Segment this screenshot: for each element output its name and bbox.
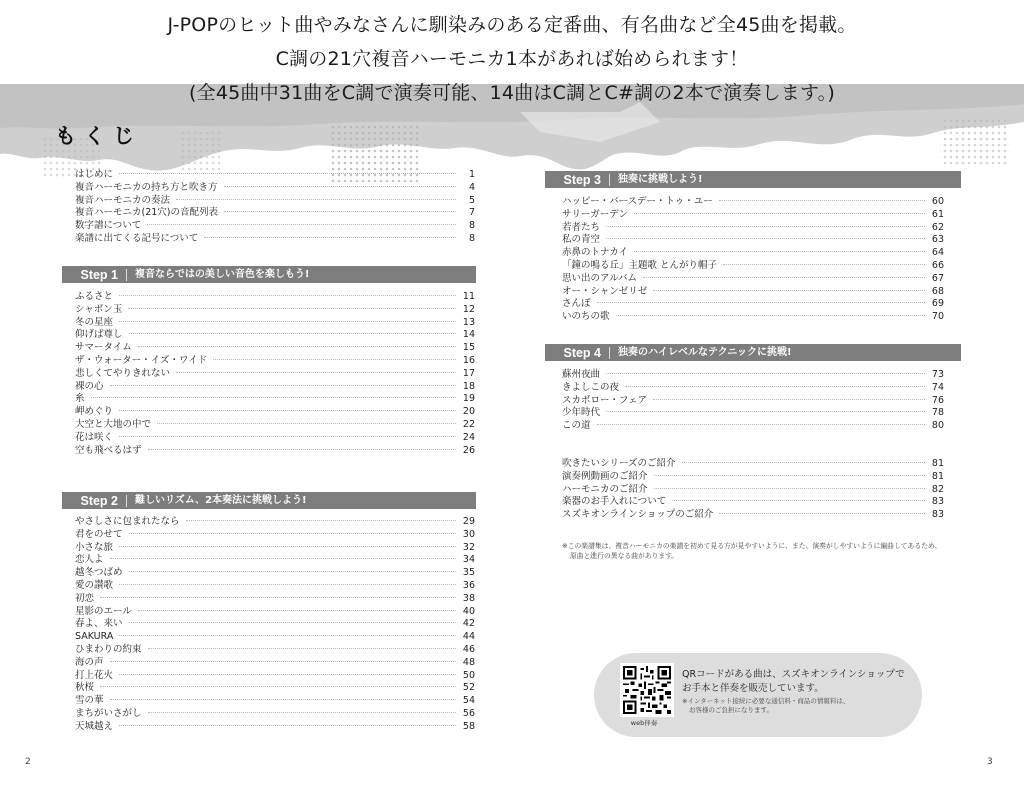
toc-entry-page: 73 <box>931 369 944 380</box>
toc-entry-page: 17 <box>462 367 475 379</box>
toc-entry[interactable] <box>562 420 944 433</box>
toc-entry-page: 69 <box>931 298 944 310</box>
toc-entry[interactable] <box>562 298 944 311</box>
toc-entry-title: スズキオンラインショップのご紹介 <box>562 509 714 521</box>
qr-note-line-2: お客様のご負担になります。 <box>689 706 773 714</box>
toc-entry-title: 楽譜に出てくる記号について <box>75 232 199 244</box>
toc-entry-title: 楽器のお手入れについて <box>562 496 667 508</box>
toc-entry-title: 雪の華 <box>75 695 104 707</box>
step-3-label: Step 3 <box>563 172 601 187</box>
dot-leader <box>634 213 925 214</box>
qr-code[interactable] <box>620 663 674 717</box>
toc-entry[interactable] <box>75 554 475 567</box>
toc-entry-title: 海の声 <box>75 656 104 668</box>
header-line-3: (全45曲中31曲をC調で演奏可能、14曲はC調とC#調の2本で演奏します。) <box>189 82 835 104</box>
dot-leader <box>176 372 456 373</box>
toc-entry-title: シャボン玉 <box>75 303 123 315</box>
toc-entry-title: 少年時代 <box>562 407 601 419</box>
toc-entry-title: サリーガーデン <box>562 208 629 220</box>
toc-entry-page: 34 <box>462 554 475 566</box>
toc-entry-title: さんぽ <box>562 298 591 310</box>
toc-entry[interactable] <box>75 355 475 368</box>
toc-entry[interactable] <box>75 393 475 406</box>
toc-entry[interactable] <box>75 317 475 330</box>
toc-entry-page: 42 <box>462 618 475 630</box>
dot-leader <box>119 321 456 322</box>
toc-entry-title: サマータイム <box>75 342 132 354</box>
toc-entry-page: 8 <box>468 220 475 232</box>
dot-leader <box>138 346 456 347</box>
toc-entry-title: 複音ハーモニカの持ち方と吹き方 <box>75 181 218 193</box>
step-2-title: 難しいリズム、2本奏法に挑戦しよう! <box>126 495 307 507</box>
toc-entry[interactable] <box>562 484 944 497</box>
toc-entry-title: 赤鼻のトナカイ <box>562 247 629 259</box>
header-line-1: J-POPのヒット曲やみなさんに馴染みのある定番曲、有名曲など全45曲を掲載。 <box>167 14 857 36</box>
toc-entry-page: 38 <box>462 592 475 604</box>
footnote-line-1: ※この楽譜集は、複音ハーモニカの楽譜を初めて見る方が見やすいように、また、演奏がしやすいように編曲してあるため、 <box>562 542 942 550</box>
toc-entry-page: 56 <box>462 707 475 719</box>
dot-leader <box>129 571 456 572</box>
toc-entry-page: 78 <box>931 407 944 419</box>
toc-entry-page: 80 <box>931 420 944 432</box>
toc-entry-page: 70 <box>931 311 944 323</box>
toc-entry[interactable] <box>562 286 944 299</box>
dot-leader <box>719 200 925 201</box>
step-1-header <box>62 266 476 283</box>
toc-entry-title: 蘇州夜曲 <box>562 369 601 380</box>
toc-entry[interactable] <box>75 721 475 734</box>
toc-entry-title: 打上花火 <box>75 669 114 681</box>
toc-entry-title: ふるさと <box>75 291 114 302</box>
dot-leader <box>110 699 456 700</box>
dot-leader <box>606 411 925 412</box>
toc-entry[interactable] <box>75 606 475 619</box>
toc-entry[interactable] <box>562 395 944 408</box>
toc-entry[interactable] <box>75 329 475 342</box>
dot-leader <box>653 399 925 400</box>
dot-leader <box>100 597 456 598</box>
dot-leader <box>119 635 456 636</box>
toc-entry-page: 60 <box>931 196 944 207</box>
toc-extras-list <box>562 458 944 522</box>
toc-entry-title: 私の青空 <box>562 234 601 246</box>
toc-entry-title: ザ・ウォーター・イズ・ワイド <box>75 354 208 366</box>
toc-entry[interactable] <box>562 196 944 209</box>
dot-leader <box>606 238 925 239</box>
toc-entry-page: 58 <box>462 720 475 732</box>
qr-text-line-2: お手本と伴奏を販売しています。 <box>682 683 824 694</box>
dot-leader <box>625 386 925 387</box>
toc-entry[interactable] <box>562 260 944 273</box>
step-2-label: Step 2 <box>80 493 118 508</box>
dot-leader <box>119 725 456 726</box>
toc-entry-title: 「鐘の鳴る丘」主題歌 とんがり帽子 <box>562 259 718 271</box>
toc-step4-list <box>562 369 944 433</box>
toc-entry-page: 82 <box>931 483 944 495</box>
toc-entry-page: 14 <box>462 329 475 341</box>
toc-entry-title: 越冬つばめ <box>75 567 123 579</box>
header <box>0 8 1024 110</box>
dot-leader <box>723 264 925 265</box>
dot-leader <box>129 622 456 623</box>
toc-entry-title: 糸 <box>75 393 85 405</box>
toc-entry-title: 花は咲く <box>75 431 114 443</box>
toc-entry-title: 大空と大地の中で <box>75 418 152 430</box>
dot-leader <box>719 513 925 514</box>
toc-entry[interactable] <box>75 368 475 381</box>
toc-entry[interactable] <box>75 432 475 445</box>
toc-entry[interactable] <box>75 419 475 432</box>
toc-entry-title: ハッピー・バースデー・トゥ・ユー <box>562 196 713 207</box>
toc-entry-title: きよしこの夜 <box>562 381 620 393</box>
toc-entry-page: 26 <box>462 444 475 456</box>
toc-entry[interactable] <box>562 458 944 471</box>
toc-entry[interactable] <box>75 542 475 555</box>
toc-step3-list <box>562 196 944 324</box>
dot-leader <box>138 610 456 611</box>
toc-entry[interactable] <box>75 670 475 683</box>
footnote-line-2: 原曲と進行の異なる曲があります。 <box>570 552 679 560</box>
dot-leader <box>110 661 456 662</box>
toc-entry[interactable] <box>75 342 475 355</box>
toc-entry[interactable] <box>562 311 944 324</box>
toc-entry-title: 思い出のアルバム <box>562 272 637 284</box>
toc-entry-page: 64 <box>931 247 944 259</box>
toc-entry-title: 空も飛べるはず <box>75 444 142 456</box>
toc-entry[interactable] <box>75 195 475 208</box>
toc-entry-page: 36 <box>462 579 475 591</box>
toc-entry-title: 恋人よ <box>75 554 104 566</box>
toc-entry[interactable] <box>75 516 475 529</box>
toc-entry-page: 68 <box>931 285 944 297</box>
toc-entry[interactable] <box>75 182 475 195</box>
toc-entry[interactable] <box>75 644 475 657</box>
qr-label: web伴奏 <box>630 719 658 727</box>
toc-entry-page: 67 <box>931 272 944 284</box>
dot-leader <box>148 648 456 649</box>
step-2-header <box>62 492 476 509</box>
toc-entry[interactable] <box>75 682 475 695</box>
dot-leader <box>110 558 456 559</box>
toc-entry-page: 40 <box>462 605 475 617</box>
toc-entry-title: 裸の心 <box>75 380 104 392</box>
qr-code-icon <box>623 666 671 714</box>
dot-leader <box>643 277 925 278</box>
toc-entry[interactable] <box>75 169 475 182</box>
toc-entry-page: 81 <box>931 470 944 482</box>
dot-leader <box>606 373 925 374</box>
toc-entry-page: 48 <box>462 656 475 668</box>
toc-entry-title: 春よ、来い <box>75 618 123 630</box>
toc-entry-page: 62 <box>931 221 944 233</box>
toc-entry[interactable] <box>75 529 475 542</box>
toc-entry-title: 小さな旅 <box>75 541 114 553</box>
toc-entry[interactable] <box>75 657 475 670</box>
toc-entry-page: 54 <box>462 695 475 707</box>
toc-entry-page: 76 <box>931 394 944 406</box>
toc-entry[interactable] <box>562 471 944 484</box>
toc-entry-title: 愛の讃歌 <box>75 579 114 591</box>
dot-leader <box>148 449 456 450</box>
dot-leader <box>148 712 456 713</box>
footnote <box>562 541 941 561</box>
toc-entry-page: 19 <box>462 393 475 405</box>
toc-entry[interactable] <box>562 222 944 235</box>
toc-entry-title: この道 <box>562 420 591 432</box>
toc-entry-page: 44 <box>462 631 475 643</box>
toc-entry[interactable] <box>75 580 475 593</box>
toc-entry-page: 83 <box>931 509 944 521</box>
qr-note-line-1: ※インターネット接続に必要な通信料・商品の情報料は、 <box>682 697 850 705</box>
toc-entry-page: 15 <box>462 342 475 354</box>
toc-entry[interactable] <box>75 220 475 233</box>
toc-entry-title: 岬めぐり <box>75 406 114 418</box>
toc-entry[interactable] <box>75 381 475 394</box>
toc-entry-title: 若者たち <box>562 221 601 233</box>
toc-entry-title: 天城越え <box>75 720 114 732</box>
toc-entry-title: 星影のエール <box>75 605 132 617</box>
dot-leader <box>597 302 925 303</box>
dot-leader <box>119 584 456 585</box>
dot-leader <box>682 462 925 463</box>
dot-leader <box>204 237 456 238</box>
toc-entry-title: いのちの歌 <box>562 311 610 323</box>
qr-note <box>682 697 849 715</box>
toc-entry-page: 13 <box>462 316 475 328</box>
step-4-title: 独奏のハイレベルなテクニックに挑戦! <box>609 347 792 359</box>
toc-entry-page: 8 <box>468 232 475 244</box>
toc-entry[interactable] <box>75 304 475 317</box>
toc-entry-page: 61 <box>931 208 944 220</box>
toc-entry-page: 74 <box>931 381 944 393</box>
step-3-header <box>545 171 961 188</box>
toc-step1-list <box>75 291 475 457</box>
toc-title: もくじ <box>55 124 142 148</box>
dot-leader <box>654 475 925 476</box>
toc-entry-title: はじめに <box>75 169 114 180</box>
toc-entry-title: オー・シャンゼリゼ <box>562 285 648 297</box>
dot-leader <box>672 500 925 501</box>
toc-entry-page: 11 <box>462 291 475 302</box>
dot-leader <box>119 173 456 174</box>
dot-leader <box>606 226 925 227</box>
toc-entry-page: 20 <box>462 406 475 418</box>
dot-leader <box>597 424 925 425</box>
toc-entry-title: 冬の星座 <box>75 316 114 328</box>
toc-entry-page: 24 <box>462 431 475 443</box>
toc-entry-title: 君をのせて <box>75 528 123 540</box>
qr-description <box>682 668 905 696</box>
dot-leader <box>119 295 456 296</box>
step-3-title: 独奏に挑戦しよう! <box>609 174 703 186</box>
dot-leader <box>213 359 456 360</box>
page-number-left: 2 <box>25 757 31 767</box>
toc-entry-title: 数字譜について <box>75 220 142 232</box>
toc-entry[interactable] <box>562 509 944 522</box>
toc-entry[interactable] <box>562 209 944 222</box>
toc-entry-page: 12 <box>462 303 475 315</box>
toc-entry-title: 複音ハーモニカの奏法 <box>75 194 171 206</box>
toc-entry[interactable] <box>75 445 475 458</box>
toc-entry-title: 悲しくてやりきれない <box>75 367 171 379</box>
toc-entry-page: 29 <box>462 516 475 527</box>
toc-entry[interactable] <box>75 695 475 708</box>
dot-leader <box>157 423 456 424</box>
toc-entry[interactable] <box>562 496 944 509</box>
dot-leader <box>119 410 456 411</box>
toc-entry-title: スカボロー・フェア <box>562 394 648 406</box>
toc-entry[interactable] <box>75 618 475 631</box>
toc-entry-title: 演奏例動画のご紹介 <box>562 470 648 482</box>
dot-leader <box>100 686 456 687</box>
toc-entry[interactable] <box>75 593 475 606</box>
toc-entry-page: 50 <box>462 669 475 681</box>
dot-leader <box>653 290 925 291</box>
toc-entry-page: 81 <box>931 458 944 469</box>
toc-entry-page: 1 <box>468 169 475 180</box>
toc-entry-title: 初恋 <box>75 592 95 604</box>
dot-leader <box>634 251 925 252</box>
toc-entry-title: 仰げば尊し <box>75 329 123 341</box>
dot-leader <box>616 315 925 316</box>
qr-info-box <box>594 653 922 737</box>
step-4-header <box>545 344 961 361</box>
dot-leader <box>91 397 456 398</box>
toc-entry[interactable] <box>75 291 475 304</box>
toc-entry-page: 22 <box>462 418 475 430</box>
dot-leader <box>224 211 456 212</box>
toc-entry-page: 52 <box>462 682 475 694</box>
page-number-right: 3 <box>987 757 993 767</box>
toc-entry[interactable] <box>562 382 944 395</box>
toc-entry-title: ひまわりの約束 <box>75 643 142 655</box>
dot-leader <box>176 199 456 200</box>
toc-entry-page: 7 <box>468 207 475 219</box>
dot-leader <box>119 674 456 675</box>
toc-entry[interactable] <box>75 631 475 644</box>
toc-entry-page: 16 <box>462 354 475 366</box>
toc-entry-page: 30 <box>462 528 475 540</box>
dot-leader <box>110 385 456 386</box>
toc-entry-title: 秋桜 <box>75 682 95 694</box>
toc-entry[interactable] <box>562 407 944 420</box>
toc-entry-page: 83 <box>931 496 944 508</box>
toc-entry[interactable] <box>75 207 475 220</box>
toc-entry-page: 5 <box>468 194 475 206</box>
toc-entry[interactable] <box>562 234 944 247</box>
dot-leader <box>129 333 456 334</box>
toc-entry[interactable] <box>562 247 944 260</box>
dot-leader <box>654 488 925 489</box>
toc-entry-title: ハーモニカのご紹介 <box>562 483 648 495</box>
dot-leader <box>119 546 456 547</box>
toc-entry-page: 35 <box>462 567 475 579</box>
toc-entry-title: まちがいさがし <box>75 707 142 719</box>
toc-entry-page: 4 <box>468 181 475 193</box>
step-1-label: Step 1 <box>80 267 118 282</box>
dot-leader <box>224 186 456 187</box>
toc-entry-title: 吹きたいシリーズのご紹介 <box>562 458 676 469</box>
toc-entry-title: やさしさに包まれたなら <box>75 516 180 527</box>
toc-entry-page: 32 <box>462 541 475 553</box>
toc-entry[interactable] <box>562 369 944 382</box>
dot-leader <box>147 224 456 225</box>
toc-entry[interactable] <box>75 233 475 246</box>
dot-leader <box>129 533 456 534</box>
toc-entry-page: 66 <box>931 259 944 271</box>
toc-entry-title: 複音ハーモニカ(21穴)の音配列表 <box>75 207 219 219</box>
toc-entry[interactable] <box>75 708 475 721</box>
header-line-2: C調の21穴複音ハーモニカ1本があれば始められます！ <box>275 48 749 70</box>
toc-entry[interactable] <box>75 406 475 419</box>
toc-entry-page: 46 <box>462 643 475 655</box>
toc-entry-page: 18 <box>462 380 475 392</box>
step-4-label: Step 4 <box>563 345 601 360</box>
step-1-title: 複音ならではの美しい音色を楽しもう! <box>126 269 309 281</box>
toc-entry-page: 63 <box>931 234 944 246</box>
toc-entry[interactable] <box>562 273 944 286</box>
dot-leader <box>186 520 456 521</box>
toc-step2-list <box>75 516 475 734</box>
dot-leader <box>119 436 456 437</box>
dot-leader <box>128 308 456 309</box>
qr-text-line-1: QRコードがある曲は、スズキオンラインショップで <box>682 669 905 680</box>
toc-entry-title: SAKURA <box>75 631 114 643</box>
toc-entry[interactable] <box>75 567 475 580</box>
toc-intro-list <box>75 169 475 246</box>
